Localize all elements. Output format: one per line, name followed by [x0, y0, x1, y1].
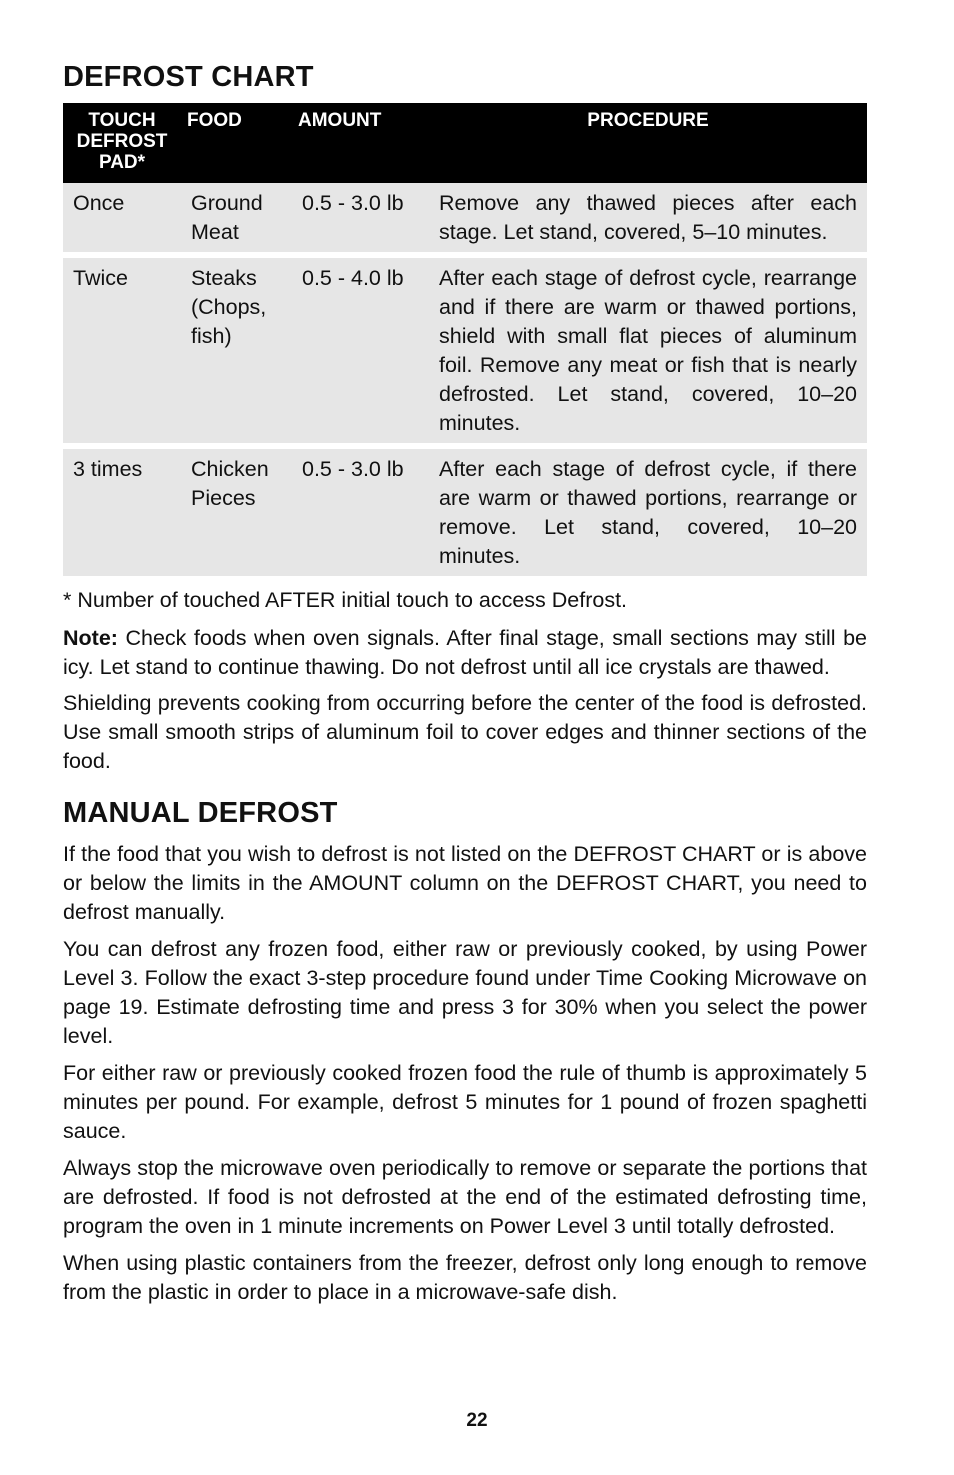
header-line: DEFROST: [76, 131, 168, 152]
page-content: [63, 58, 867, 1307]
defrost-chart-table: [63, 103, 867, 576]
cell-touch: Once: [63, 183, 181, 258]
manual-defrost-title: MANUAL DEFROST: [63, 797, 338, 829]
page-number: 22: [466, 1410, 488, 1431]
note-paragraph: [63, 624, 867, 682]
body-paragraph: When using plastic containers from the freezer, defrost only long enough to remove from the plastic in order to place in a microwave-safe dish.: [63, 1251, 867, 1304]
body-paragraph: You can defrost any frozen food, either raw or previously cooked, by using Power Level 3. Follow the exact 3-step procedure found under Time Cooking Microwave on page 19. Estimate defrosting time and press 3 for 30% when you select the power level.: [63, 937, 867, 1048]
cell-procedure: Remove any thawed pieces after each stage. Let stand, covered, 5–10 minutes.: [429, 183, 867, 258]
defrost-chart-title: DEFROST CHART: [63, 61, 314, 93]
note-text: Check foods when oven signals. After final stage, small sections may still be icy. Let stand to continue thawing. Do not defrost until all ice crystals are thawed.: [63, 626, 867, 679]
note-label: Note:: [63, 626, 118, 650]
table-row: [63, 258, 867, 449]
body-paragraph: Always stop the microwave oven periodically to remove or separate the portions that are defrosted. If food is not defrosted at the end of the estimated defrosting time, program the oven in 1 minute increments on Power Level 3 until totally defrosted.: [63, 1156, 867, 1238]
cell-amount: 0.5 - 3.0 lb: [292, 449, 429, 576]
table-row: [63, 449, 867, 576]
cell-procedure: After each stage of defrost cycle, rearrange and if there are warm or thawed portions, shield with small flat pieces of aluminum foil. Remove any meat or fish that is nearly defrosted. Let stand, covered, 10–20 minutes.: [429, 258, 867, 449]
header-amount: AMOUNT: [292, 103, 429, 183]
body-paragraph: If the food that you wish to defrost is not listed on the DEFROST CHART or is above or below the limits in the AMOUNT column on the DEFROST CHART, you need to defrost manually.: [63, 842, 867, 924]
header-food: FOOD: [181, 103, 292, 183]
header-touch-defrost-pad: [63, 103, 181, 183]
header-procedure: PROCEDURE: [429, 103, 867, 183]
table-footnote: * Number of touched AFTER initial touch to access Defrost.: [63, 588, 628, 612]
cell-food: Ground Meat: [181, 183, 292, 258]
shielding-paragraph: Shielding prevents cooking from occurring before the center of the food is defrosted. Use small smooth strips of aluminum foil to cover edges and thinner sections of the food.: [63, 691, 867, 773]
body-paragraph: For either raw or previously cooked frozen food the rule of thumb is approximately 5 minutes per pound. For example, defrost 5 minutes for 1 pound of frozen spaghetti sauce.: [63, 1061, 867, 1143]
header-line: PAD*: [98, 152, 146, 173]
cell-procedure: After each stage of defrost cycle, if there are warm or thawed portions, rearrange or remove. Let stand, covered, 10–20 minutes.: [429, 449, 867, 576]
header-line: TOUCH: [88, 110, 156, 131]
cell-amount: 0.5 - 3.0 lb: [292, 183, 429, 258]
table-header-row: [63, 103, 867, 183]
manual-defrost-body: [63, 840, 867, 1307]
table-row: [63, 183, 867, 258]
cell-food: Steaks (Chops, fish): [181, 258, 292, 449]
cell-food: Chicken Pieces: [181, 449, 292, 576]
cell-amount: 0.5 - 4.0 lb: [292, 258, 429, 449]
cell-touch: Twice: [63, 258, 181, 449]
cell-touch: 3 times: [63, 449, 181, 576]
